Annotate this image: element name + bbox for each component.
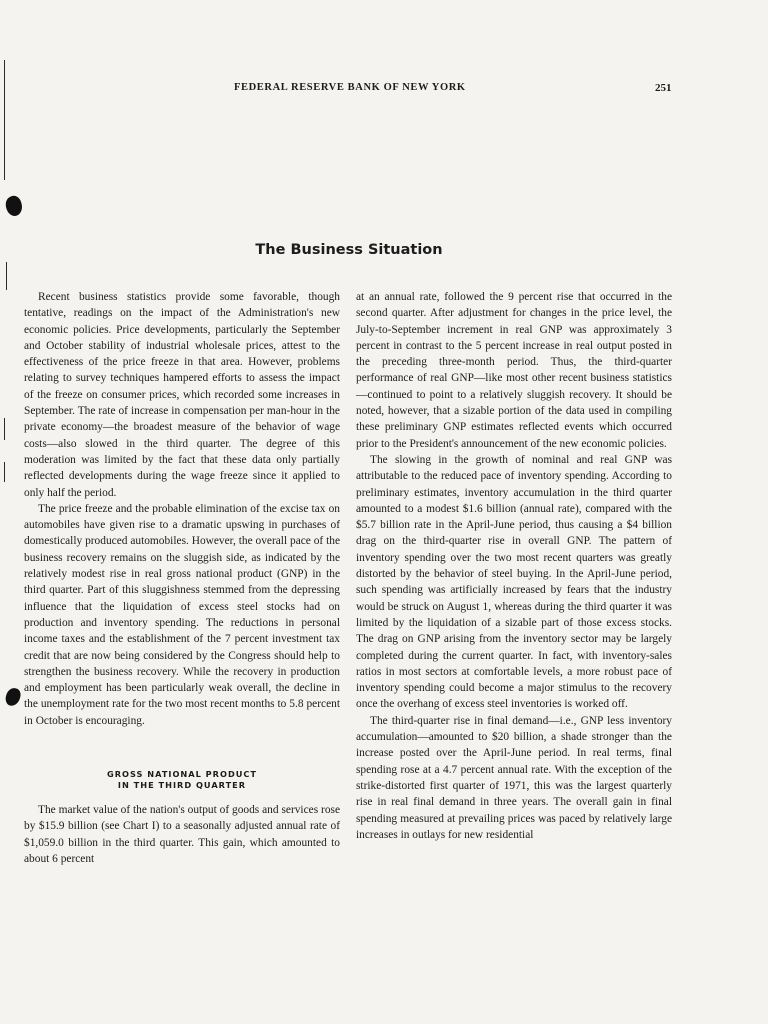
binding-edge-mark	[6, 262, 7, 290]
section-heading-line: GROSS NATIONAL PRODUCT	[107, 769, 257, 780]
paragraph: at an annual rate, followed the 9 percent rise that occurred in the second quarter. After adjustment for changes in the price level, the July-to-September increment in real GNP was approximately 3 percent in contrast to the 5 percent increase in real output posted in the preceding three-month period. Thus, the third-quarter performance of real GNP—like most other recent business statistics—continued to point to a relatively sluggish recovery. It should be noted, however, that a sizable portion of the data used in compiling these preliminary GNP estimates reflected events which occurred prior to the President's announcement of the new economic policies.	[356, 291, 672, 450]
binding-edge-mark	[4, 462, 5, 482]
section-heading	[24, 769, 340, 790]
paragraph: Recent business statistics provide some favorable, though tentative, readings on the impact of the Administration's new economic policies. Price developments, particularly the September and October stability of industrial wholesale prices, attest to the effectiveness of the price freeze in that area. However, problems relating to survey techniques hampered efforts to assess the impact of the freeze on consumer prices, which recorded some increases in September. The rate of increase in compensation per man-hour in the private economy—the broadest measure of the behavior of wage costs—also slowed in the third quarter. The degree of this moderation was limited by the fact that these data only partially reflected developments during the wage freeze since it applied to only half the period.	[24, 291, 340, 499]
ink-blot	[4, 686, 22, 707]
paragraph: The third-quarter rise in final demand—i.e., GNP less inventory accumulation—amounted to $20 billion, a shade stronger than the increase posted over the April-June period. In real terms, final spending rose at a 4.7 percent annual rate. With the exception of the strike-distorted first quarter of 1971, this was the largest quarterly rise in real final demand in three years. The overall gain in final spending measured at prevailing prices was paced by relatively large increases in outlays for new residential	[356, 714, 672, 841]
page-number: 251	[655, 82, 672, 94]
paragraph: The price freeze and the probable elimination of the excise tax on automobiles have given rise to a dramatic upswing in purchases of domestically produced automobiles. However, the overall pace of the business recovery remains on the sluggish side, as indicated by the relatively modest rise in real gross national product (GNP) in the third quarter. Part of this sluggishness stemmed from the depressing influence that the liquidation of excess steel stocks had on production and inventory spending. The reductions in personal income taxes and the establishment of the 7 percent investment tax credit that are now being considered by the Congress should help to strengthen the business recovery. While the recovery in production and employment has been particularly weak overall, the decline in the unemployment rate for the two most recent months to 5.8 percent in October is encouraging.	[24, 502, 340, 727]
paragraph: The market value of the nation's output of goods and services rose by $15.9 billion (see Chart I) to a seasonally adjusted annual rate of $1,059.0 billion in the third quarter. This gain, which amounted to about 6 percent	[24, 804, 340, 865]
ink-blot	[3, 194, 25, 218]
section-heading-line: IN THE THIRD QUARTER	[117, 779, 247, 790]
binding-edge-mark	[4, 60, 5, 180]
binding-edge-mark	[4, 418, 5, 440]
right-column	[356, 289, 672, 843]
paragraph: The slowing in the growth of nominal and real GNP was attributable to the reduced pace of inventory spending. According to preliminary estimates, inventory accumulation in the third quarter amounted to a modest $1.6 billion (annual rate), compared with the $5.7 billion rate in the April-June period, thus causing a $4 billion drag on the third-quarter rise in overall GNP. The pattern of inventory spending over the two most recent quarters was greatly distorted by the behavior of steel buying. In the April-June period, such spending was artificially increased by fears that the industry would be struck on August 1, whereas during the third quarter it was limited by the liquidation of a sizable part of those excess stocks. The drag on GNP arising from the inventory sector may be largely completed during the current quarter. In fact, with inventory-sales ratios in most sectors at comfortable levels, a more robust pace of inventory spending could become a major stimulus to the recovery once the overhang of excess steel inventories is worked off.	[356, 453, 672, 711]
left-column	[24, 289, 340, 867]
article-title: The Business Situation	[255, 242, 443, 258]
running-head: FEDERAL RESERVE BANK OF NEW YORK	[234, 82, 466, 93]
